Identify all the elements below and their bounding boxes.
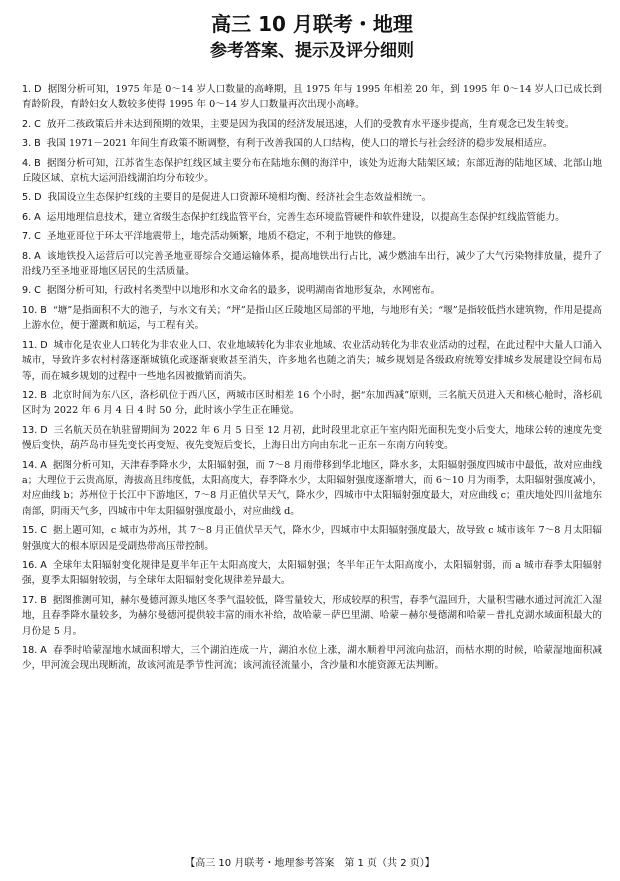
question-number: 18. (22, 645, 38, 656)
answer-item (22, 558, 602, 589)
answer-explanation: 城市化是农业人口转化为非农业人口、农业地域转化为非农业地域、农业活动转化为非农业活动的过程，在此过程中大量人口涌入城市，导致许多农村村落逐渐城镇化或逐渐衰败甚至消失，许多地名也随之消失；城乡规划是各级政府统筹安排城乡发展建设空间布局等，而在城乡规划的过程中一些地名因被撤销而消失。 (22, 339, 602, 382)
question-number: 2. (22, 118, 32, 130)
question-number: 10. (22, 304, 38, 316)
answer-item (22, 283, 602, 298)
answer-explanation: 我国设立生态保护红线的主要目的是促进人口资源环境相均衡、经济社会生态效益相统一。 (47, 192, 432, 204)
answer-item (22, 210, 602, 225)
answer-item (22, 388, 602, 419)
question-number: 17. (22, 594, 38, 606)
answer-explanation: 全球年太阳辐射变化规律是夏半年正午太阳高度大，太阳辐射强；冬半年正午太阳高度小，太阳辐射弱，而 a 城市春季太阳辐射强，夏季太阳辐射较弱，与全球年太阳辐射变化规律差异最大。 (22, 559, 602, 587)
answer-choice: B (40, 389, 47, 401)
answer-item (22, 156, 602, 187)
answer-choice: B (40, 594, 47, 606)
page-footer: 【高三 10 月联考・地理参考答案 第 1 页（共 2 页）】 (185, 858, 435, 869)
answer-explanation: 放开二孩政策后并未达到预期的效果，主要是因为我国的经济发展迅速，人们的受教育水平逐步提高，生育观念已发生转变。 (46, 118, 575, 130)
answer-choice: B (40, 304, 47, 316)
answer-item (22, 229, 602, 244)
answer-choice: A (40, 645, 47, 656)
answer-explanation: 我国 1971－2021 年间生育政策不断调整，有利于改善我国的人口结构，使人口的增长与社会经济的稳步发展相适应。 (46, 138, 553, 150)
answer-list (22, 82, 602, 674)
question-number: 5. (22, 192, 32, 204)
answer-item (22, 117, 602, 132)
answer-item (22, 338, 602, 384)
answer-explanation: 该地铁投入运营后可以完善圣地亚哥综合交通运输体系，提高地铁出行占比，减少燃油车出行，减少了大气污染物排放量，提升了沿线乃至圣地亚哥地区居民的生活质量。 (22, 250, 602, 278)
question-number: 8. (22, 250, 32, 262)
question-number: 9. (22, 285, 32, 297)
question-number: 15. (22, 525, 38, 537)
answer-choice: B (34, 138, 41, 150)
answer-item (22, 643, 602, 674)
answer-item (22, 523, 602, 554)
question-number: 6. (22, 211, 32, 223)
answer-item (22, 593, 602, 639)
answer-item (22, 136, 602, 151)
answer-choice: A (40, 559, 47, 571)
answer-explanation: 据上题可知，c 城市为苏州，其 7～8 月正值伏旱天气，降水少，四城市中太阳辐射强度最大，故导致 c 城市该年 7～8 月太阳辐射强度大的根本原因是受副热带高压带控制。 (22, 525, 602, 552)
answer-choice: D (40, 339, 48, 351)
answer-choice: D (34, 84, 42, 95)
answer-choice: B (34, 157, 41, 169)
answer-choice: C (34, 118, 41, 130)
answer-item (22, 190, 602, 205)
question-number: 1. (22, 84, 32, 95)
answer-item (22, 249, 602, 280)
answer-choice: C (34, 285, 41, 297)
question-number: 3. (22, 138, 32, 150)
answer-choice: A (34, 250, 41, 262)
answer-choice: A (34, 211, 41, 223)
answer-explanation: 据图分析可知，1975 年是 0～14 岁人口数量的高峰期，且 1975 年与 1995 年相差 20 年，到 1995 年 0～14 岁人口已成长到育龄阶段，育龄妇女人数较多使得 1995 年 0～14 岁人口数量再次出现小高峰。 (22, 84, 602, 111)
question-number: 14. (22, 459, 38, 471)
answer-item (22, 458, 602, 520)
answer-choice: C (40, 525, 47, 537)
answer-item (22, 82, 602, 113)
page-title: 高三 10 月联考・地理 (211, 12, 413, 36)
answer-choice: C (34, 231, 41, 243)
answer-item (22, 423, 602, 454)
answer-explanation: 北京时间为东八区，洛杉矶位于西八区，两城市区时相差 16 个小时，据“东加西减”原则，三名航天员进入天和核心舱时，洛杉矶区时为 2022 年 6 月 4 日 4 时 50 分，此时该小学生正在睡觉。 (22, 389, 602, 417)
answer-item (22, 303, 602, 334)
answer-explanation: 运用地理信息技术，建立省级生态保护红线监管平台，完善生态环境监管硬件和软件建设，以提高生态保护红线监管能力。 (46, 211, 565, 223)
question-number: 13. (22, 424, 38, 436)
question-number: 4. (22, 157, 32, 169)
answer-explanation: 三名航天员在轨驻留期间为 2022 年 6 月 5 日至 12 月初，此时段里北京正午室内阳光面积先变小后变大，地球公转的速度先变慢后变快，葫芦岛市昼先变长再变短、夜先变短后变长，上海日出方向由东北－正东－东南方向转变。 (22, 424, 602, 452)
answer-explanation: 据图分析可知，天津春季降水少，太阳辐射强，而 7～8 月雨带移到华北地区，降水多，太阳辐射强度四城市中最低，故对应曲线 a；大理位于云贵高原，海拔高且纬度低，太阳高度大，春季降水少，太阳辐射强度逐渐增大，而 6～10 月为雨季，太阳辐射强度减小，对应曲线 b；苏州位于长江中下游地区，7～8 月正值伏旱天气，降水少，四城市中太阳辐射强度最大，对应曲线 c；重庆地处四川盆地东南部，阴雨天气多，四城市中年太阳辐射强度最小，对应曲线 d。 (22, 459, 602, 517)
answer-explanation: 据图推测可知，赫尔曼德河源头地区冬季气温较低，降雪量较大，形成较厚的积雪，春季气温回升，大量积雪融水通过河流汇入湿地，且春季降水量较多，为赫尔曼德河提供较丰富的雨水补给，故哈蒙－萨巴里湖、哈蒙－赫尔曼德湖和哈蒙－普扎克湖水域面积最大的月份是 5 月。 (22, 594, 602, 637)
question-number: 16. (22, 559, 38, 571)
answer-explanation: 据图分析可知，行政村名类型中以地形和水文命名的最多，说明湖南省地形复杂，水网密布。 (46, 285, 441, 297)
answer-choice: A (40, 459, 47, 471)
question-number: 11. (22, 339, 38, 351)
answer-explanation: 据图分析可知，江苏省生态保护红线区域主要分布在陆地东侧的海洋中，该处为近海大陆架区域；东部近海的陆地区域、北部山地丘陵区域、京杭大运河沿线湖泊均分布较少。 (22, 157, 602, 185)
answer-explanation: 圣地亚哥位于环太平洋地震带上，地壳活动频繁，地质不稳定，不利于地铁的修建。 (46, 231, 402, 243)
question-number: 12. (22, 389, 38, 401)
page-subtitle: 参考答案、提示及评分细则 (210, 41, 414, 61)
question-number: 7. (22, 231, 32, 243)
answer-explanation: 春季时哈蒙湿地水域面积增大，三个湖泊连成一片，湖泊水位上涨，湖水顺着甲河流向盐沼，而枯水期的时候，哈蒙湿地面积减少，甲河流会现出现断流，故该河流是季节性河流；该河流径流量小，含沙量和水能资源无法判断。 (22, 645, 602, 672)
answer-explanation: “塘”是指面积不大的池子，与水文有关；“坪”是指山区丘陵地区局部的平地，与地形有关；“堰”是指较低挡水建筑物，作用是提高上游水位，便于灌溉和航运，与工程有关。 (22, 304, 602, 332)
answer-choice: D (34, 192, 42, 204)
answer-choice: D (40, 424, 48, 436)
